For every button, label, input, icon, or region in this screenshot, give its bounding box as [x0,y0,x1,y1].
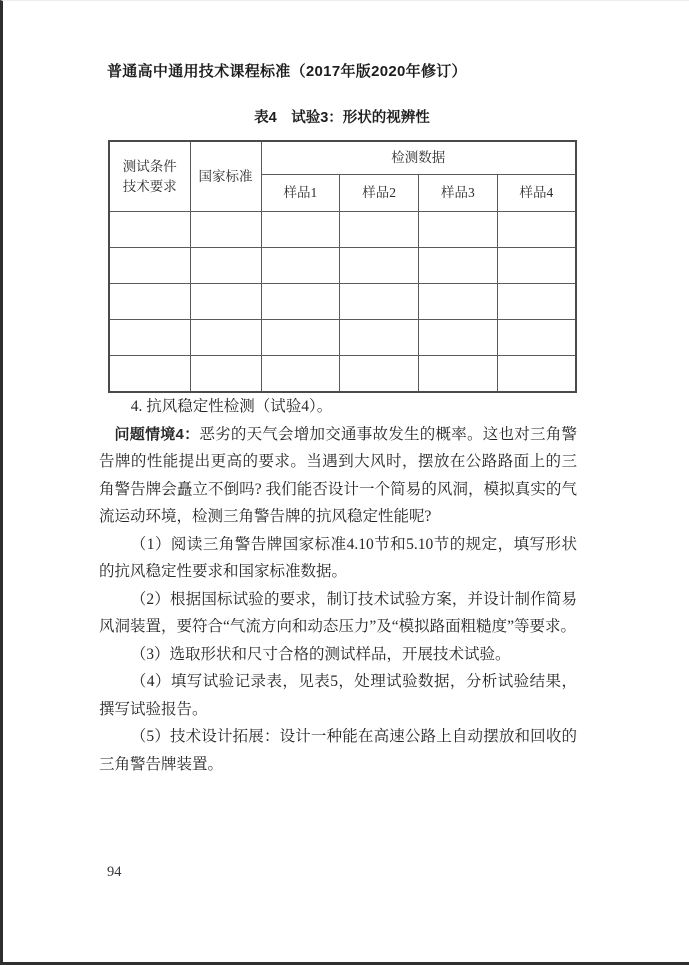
empty-data-cell [497,320,576,356]
table-header-row-1 [109,141,576,175]
paragraph-step-4-text: 4. 抗风稳定性检测（试验4）。 [130,398,333,415]
empty-data-cell [109,284,190,320]
empty-data-cell [190,356,261,393]
test-record-table [108,140,577,393]
column-header-national-standard: 国家标准 [190,141,261,212]
column-header-test-conditions-line1: 测试条件 [122,158,177,174]
paragraph-item-3 [99,641,577,669]
empty-data-cell [419,356,498,393]
body-text [99,393,577,778]
column-header-sample-2: 样品2 [340,175,419,212]
table-caption: 表4 试验3：形状的视辨性 [254,110,430,126]
empty-data-cell [497,356,576,393]
problem-context-text: 恶劣的天气会增加交通事故发生的概率。这也对三角警告牌的性能提出更高的要求。当遇到大风时，摆放在公路路面上的三角警告牌会矗立不倒吗? 我们能否设计一个简易的风洞，模拟真实的气流运动环境，检测三角警告牌的抗风稳定性能呢? [99,425,577,525]
column-header-sample-1: 样品1 [261,175,340,212]
empty-data-cell [261,248,340,284]
empty-data-cell [497,248,576,284]
empty-data-cell [497,212,576,248]
paragraph-item-5 [99,723,577,778]
empty-data-cell [340,356,419,393]
empty-data-cell [109,212,190,248]
paragraph-item-1 [99,531,577,586]
paragraph-problem-context-4 [99,421,577,531]
empty-data-cell [261,284,340,320]
empty-data-cell [340,248,419,284]
empty-data-cell [109,356,190,393]
paragraph-item-5-text: （5）技术设计拓展：设计一种能在高速公路上自动摆放和回收的三角警告牌装置。 [99,728,577,773]
empty-data-cell [497,284,576,320]
paragraph-item-4 [99,668,577,723]
empty-data-cell [190,212,261,248]
running-header: 普通高中通用技术课程标准（2017年版2020年修订） [107,63,467,80]
empty-data-cell [190,320,261,356]
empty-data-cell [340,212,419,248]
empty-data-cell [261,320,340,356]
table-row [109,356,576,393]
table-row [109,212,576,248]
empty-data-cell [109,320,190,356]
empty-data-cell [419,320,498,356]
empty-data-cell [419,212,498,248]
paragraph-item-4-text: （4）填写试验记录表，见表5，处理试验数据，分析试验结果，撰写试验报告。 [99,673,577,718]
empty-data-cell [190,248,261,284]
empty-data-cell [340,284,419,320]
table-row [109,284,576,320]
empty-data-cell [340,320,419,356]
paragraph-step-4 [99,393,577,421]
empty-data-cell [419,284,498,320]
column-header-test-conditions-line2: 技术要求 [122,178,177,194]
column-group-detection-data: 检测数据 [261,141,576,175]
empty-data-cell [419,248,498,284]
empty-data-cell [261,212,340,248]
empty-data-cell [261,356,340,393]
page-number: 94 [107,864,122,880]
empty-data-cell [190,284,261,320]
paragraph-item-1-text: （1）阅读三角警告牌国家标准4.10节和5.10节的规定，填写形状的抗风稳定性要求和国家标准数据。 [99,535,577,580]
column-header-sample-4: 样品4 [497,175,576,212]
problem-context-label: 问题情境4： [114,425,200,443]
paragraph-item-3-text: （3）选取形状和尺寸合格的测试样品，开展技术试验。 [130,645,511,663]
paragraph-item-2-text: （2）根据国标试验的要求，制订技术试验方案，并设计制作简易风洞装置，要符合“气流方向和动态压力”及“模拟路面粗糙度”等要求。 [99,590,577,635]
table-row [109,248,576,284]
paragraph-item-2 [99,586,577,641]
column-header-test-conditions [109,141,190,212]
empty-data-cell [109,248,190,284]
table-row [109,320,576,356]
column-header-sample-3: 样品3 [419,175,498,212]
